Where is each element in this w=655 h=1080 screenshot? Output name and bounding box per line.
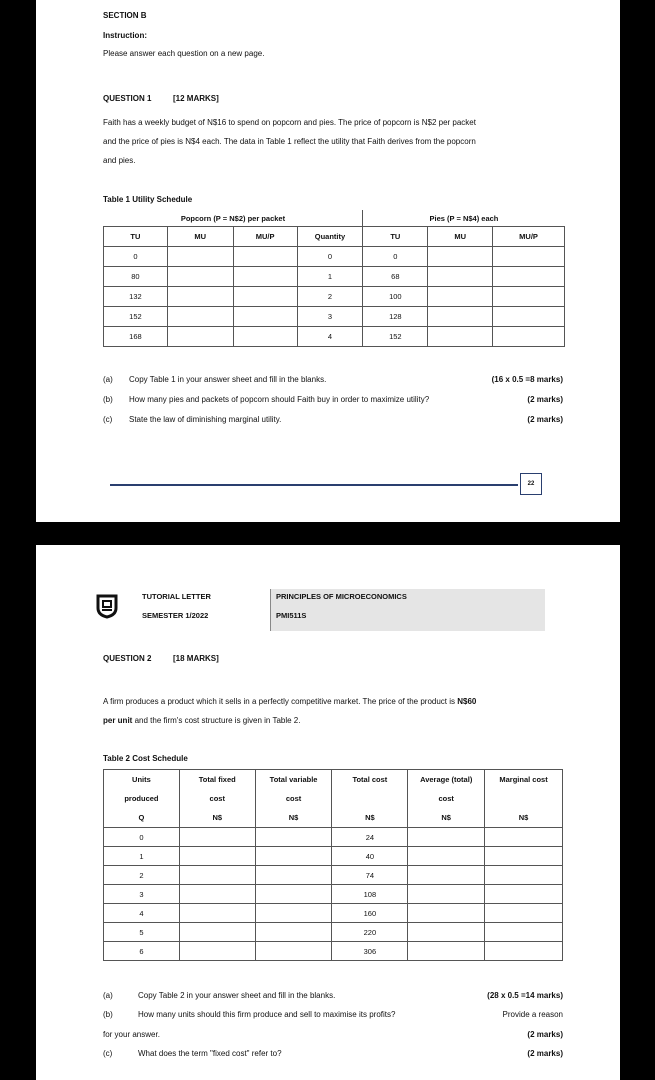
table-cell: 80: [104, 267, 168, 287]
paragraph-text: and the firm's cost structure is given in Table 2.: [134, 716, 301, 725]
paragraph-bold: per unit: [103, 716, 133, 725]
table-cell: 1: [104, 847, 180, 866]
table-cell: [233, 267, 297, 287]
table-row: [104, 923, 563, 942]
table-row: [104, 847, 563, 866]
table-cell: [233, 287, 297, 307]
table-row: [104, 247, 565, 267]
table-2-title: Table 2 Cost Schedule: [103, 754, 188, 763]
table-cell: 132: [104, 287, 168, 307]
table-cell: 3: [297, 307, 363, 327]
table-cell: [179, 828, 255, 847]
column-header: Marginal cost: [485, 770, 563, 790]
column-header: Units: [104, 770, 180, 790]
instruction-label: Instruction:: [103, 31, 147, 40]
question-marks: (2 marks): [527, 1030, 563, 1039]
utility-schedule-table: [103, 210, 565, 347]
table-cell: [233, 247, 297, 267]
question-text-continued: for your answer.: [103, 1030, 160, 1039]
table-cell: 0: [104, 247, 168, 267]
cost-schedule-table: [103, 769, 563, 961]
header-tutorial-letter: TUTORIAL LETTER: [142, 592, 211, 601]
column-header: cost: [255, 789, 332, 808]
column-header: cost: [179, 789, 255, 808]
table-row: [104, 866, 563, 885]
paragraph-line: and pies.: [103, 156, 136, 165]
question-text: Copy Table 1 in your answer sheet and fill in the blanks.: [129, 375, 327, 384]
table-cell: [485, 942, 563, 961]
question-marks: (2 marks): [527, 1049, 563, 1058]
column-header: MU: [167, 227, 233, 247]
question-label: (a): [103, 991, 113, 1000]
popcorn-header: Popcorn (P = N$2) per packet: [104, 210, 363, 227]
table-cell: 5: [104, 923, 180, 942]
table-cell: [255, 942, 332, 961]
table-cell: 0: [363, 247, 428, 267]
table-cell: 40: [332, 847, 408, 866]
table-cell: [408, 885, 485, 904]
question-label: (b): [103, 395, 113, 404]
column-header: MU: [428, 227, 493, 247]
table-cell: 168: [104, 327, 168, 347]
section-heading: SECTION B: [103, 11, 147, 20]
table-cell: [255, 904, 332, 923]
table-cell: [167, 247, 233, 267]
table-cell: [485, 904, 563, 923]
table-row: [104, 307, 565, 327]
table-cell: [408, 923, 485, 942]
table-cell: 152: [363, 327, 428, 347]
table-cell: [179, 904, 255, 923]
table-cell: [428, 327, 493, 347]
table-cell: [408, 942, 485, 961]
table-cell: [428, 307, 493, 327]
paragraph-text: A firm produces a product which it sells in a perfectly competitive market. The price of the product is: [103, 697, 456, 706]
instruction-text: Please answer each question on a new page.: [103, 49, 265, 58]
table-cell: 24: [332, 828, 408, 847]
question-marks: (16 x 0.5 =8 marks): [491, 375, 563, 384]
question-label: (c): [103, 415, 113, 424]
table-cell: [167, 307, 233, 327]
page-number: 22: [520, 473, 542, 495]
table-cell: [167, 267, 233, 287]
table-cell: [493, 267, 565, 287]
table-cell: [493, 307, 565, 327]
page-1: [36, 0, 620, 522]
table-cell: [233, 327, 297, 347]
table-cell: [255, 866, 332, 885]
table-cell: 2: [297, 287, 363, 307]
column-unit: N$: [485, 808, 563, 828]
table-cell: [485, 828, 563, 847]
paragraph-line: [103, 716, 300, 725]
table-cell: [408, 847, 485, 866]
table-cell: [179, 942, 255, 961]
paragraph-line: [103, 697, 476, 706]
column-header: Total cost: [332, 770, 408, 790]
column-unit: N$: [408, 808, 485, 828]
table-cell: 6: [104, 942, 180, 961]
table-cell: [167, 327, 233, 347]
table-cell: [428, 247, 493, 267]
column-header: [485, 789, 563, 808]
table-cell: 4: [104, 904, 180, 923]
question-text: How many pies and packets of popcorn should Faith buy in order to maximize utility?: [129, 395, 430, 404]
column-header: MU/P: [233, 227, 297, 247]
page-2: [36, 545, 620, 1080]
question-text-continued: Provide a reason: [502, 1010, 563, 1019]
table-cell: [493, 287, 565, 307]
table-cell: [255, 847, 332, 866]
table-cell: 100: [363, 287, 428, 307]
question-1-marks: [12 MARKS]: [173, 94, 219, 103]
table-cell: 160: [332, 904, 408, 923]
question-1-title: QUESTION 1: [103, 94, 152, 103]
pies-header: Pies (P = N$4) each: [363, 210, 565, 227]
table-cell: 220: [332, 923, 408, 942]
table-row: [104, 885, 563, 904]
table-cell: [233, 307, 297, 327]
table-row: [104, 327, 565, 347]
table-cell: [167, 287, 233, 307]
table-1-title: Table 1 Utility Schedule: [103, 195, 193, 204]
question-text: How many units should this firm produce and sell to maximise its profits?: [138, 1010, 396, 1019]
table-cell: [255, 885, 332, 904]
university-logo-icon: [94, 593, 120, 619]
header-semester: SEMESTER 1/2022: [142, 611, 209, 620]
table-cell: 2: [104, 866, 180, 885]
column-header: cost: [408, 789, 485, 808]
question-marks: (2 marks): [527, 415, 563, 424]
table-cell: [255, 828, 332, 847]
column-header: Total variable: [255, 770, 332, 790]
table-cell: [408, 866, 485, 885]
table-cell: 306: [332, 942, 408, 961]
table-cell: [485, 866, 563, 885]
question-text: What does the term "fixed cost" refer to?: [138, 1049, 282, 1058]
table-cell: [493, 247, 565, 267]
footer-rule: [110, 484, 518, 486]
table-cell: 4: [297, 327, 363, 347]
table-cell: [179, 847, 255, 866]
question-label: (c): [103, 1049, 113, 1058]
table-cell: [408, 828, 485, 847]
table-cell: [255, 923, 332, 942]
table-row: [104, 828, 563, 847]
header-course-name: PRINCIPLES OF MICROECONOMICS: [276, 592, 407, 601]
table-cell: [493, 327, 565, 347]
paragraph-line: and the price of pies is N$4 each. The data in Table 1 reflect the utility that Faith derives from the popcorn: [103, 137, 476, 146]
table-cell: [428, 267, 493, 287]
column-header: TU: [363, 227, 428, 247]
table-cell: [485, 885, 563, 904]
table-cell: 0: [297, 247, 363, 267]
table-cell: 152: [104, 307, 168, 327]
table-row: [104, 287, 565, 307]
column-header: Total fixed: [179, 770, 255, 790]
column-header: Average (total): [408, 770, 485, 790]
column-header: Quantity: [297, 227, 363, 247]
column-header: MU/P: [493, 227, 565, 247]
table-row: [104, 267, 565, 287]
table-cell: 108: [332, 885, 408, 904]
question-label: (a): [103, 375, 113, 384]
paragraph-line: Faith has a weekly budget of N$16 to spend on popcorn and pies. The price of popcorn is N$2 per packet: [103, 118, 476, 127]
table-cell: 3: [104, 885, 180, 904]
table-cell: [179, 923, 255, 942]
column-unit: N$: [255, 808, 332, 828]
table-cell: [485, 923, 563, 942]
table-row: [104, 904, 563, 923]
table-cell: 128: [363, 307, 428, 327]
table-row: [104, 942, 563, 961]
question-marks: (2 marks): [527, 395, 563, 404]
price-value: N$60: [457, 697, 477, 706]
column-unit: N$: [332, 808, 408, 828]
table-cell: [428, 287, 493, 307]
table-cell: 0: [104, 828, 180, 847]
question-marks: (28 x 0.5 =14 marks): [487, 991, 563, 1000]
table-cell: [179, 885, 255, 904]
column-header: TU: [104, 227, 168, 247]
column-unit: N$: [179, 808, 255, 828]
table-cell: [485, 847, 563, 866]
table-cell: 1: [297, 267, 363, 287]
column-unit: Q: [104, 808, 180, 828]
table-cell: 74: [332, 866, 408, 885]
question-2-title: QUESTION 2: [103, 654, 152, 663]
column-header: produced: [104, 789, 180, 808]
question-2-marks: [18 MARKS]: [173, 654, 219, 663]
question-label: (b): [103, 1010, 113, 1019]
question-text: Copy Table 2 in your answer sheet and fill in the blanks.: [138, 991, 336, 1000]
table-cell: [179, 866, 255, 885]
header-course-code: PMI511S: [276, 611, 307, 620]
column-header: [332, 789, 408, 808]
table-cell: [408, 904, 485, 923]
table-cell: 68: [363, 267, 428, 287]
question-text: State the law of diminishing marginal utility.: [129, 415, 282, 424]
